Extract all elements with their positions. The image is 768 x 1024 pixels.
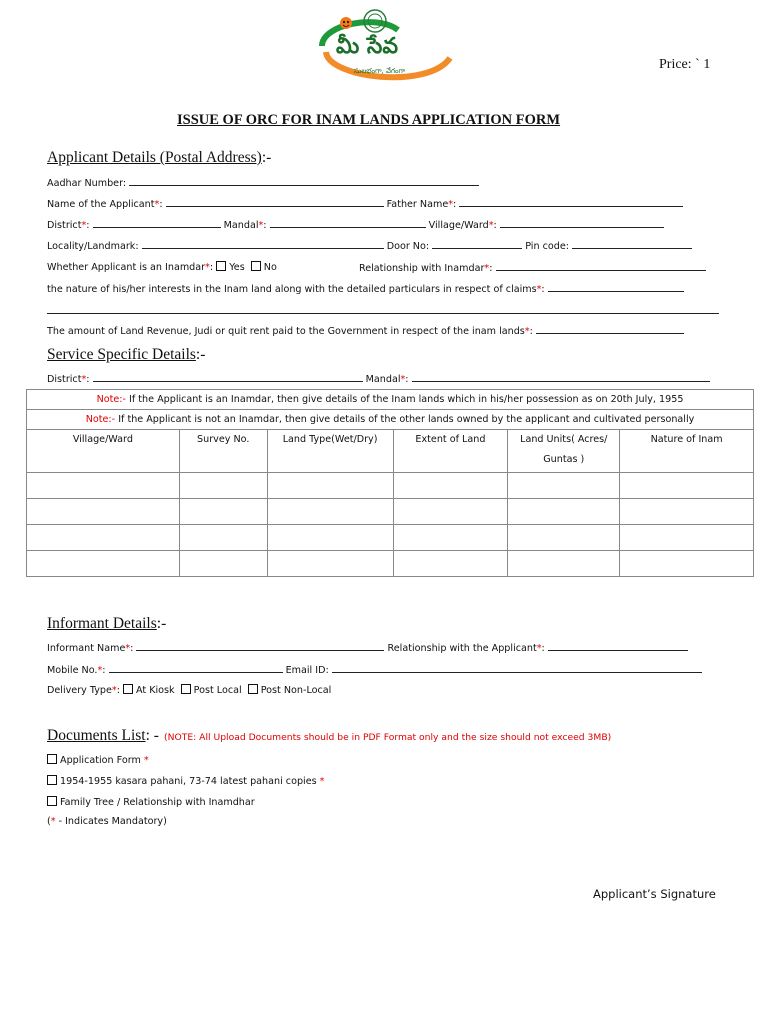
doc-checkbox[interactable] [47,754,57,764]
table-row[interactable] [27,525,754,551]
mobile-field[interactable] [109,663,283,673]
district-row: District*: Mandal*: Village/Ward*: [47,218,664,231]
service-mandal-field[interactable] [412,372,710,382]
interests-field-2[interactable] [47,303,719,314]
delivery-row: Delivery Type*: At Kiosk Post Local Post Non-Local [47,685,332,696]
table-row[interactable] [27,473,754,499]
interests-row: the nature of his/her interests in the Inam land along with the detailed particulars in respect of claims*: [47,282,684,295]
informant-name-field[interactable] [136,641,384,651]
col-survey: Survey No. [179,430,267,473]
post-local-checkbox[interactable] [181,684,191,694]
aadhar-field[interactable] [129,176,479,186]
kiosk-checkbox[interactable] [123,684,133,694]
inamdar-no-checkbox[interactable] [251,261,261,271]
revenue-field[interactable] [536,324,684,334]
service-heading: Service Specific Details:- [47,346,206,363]
interests-field[interactable] [548,282,684,292]
page-title: ISSUE OF ORC FOR INAM LANDS APPLICATION FORM [177,112,561,128]
inamdar-row: Whether Applicant is an Inamdar*: Yes No [47,262,277,273]
table-header [27,430,754,473]
mandatory-legend: (* - Indicates Mandatory) [47,816,167,827]
logo-tagline: సులభంగా, వేగంగా [354,67,406,75]
name-row: Name of the Applicant*: Father Name*: [47,197,683,210]
documents-note: (NOTE: All Upload Documents should be in PDF Format only and the size should not exceed 3MB) [164,732,612,743]
informant-name-row: Informant Name*: Relationship with the Applicant*: [47,641,688,654]
locality-field[interactable] [142,239,384,249]
note-row-non-inamdar: Note:- If the Applicant is not an Inamdar, then give details of the other lands owned by the applicant and cultivated personally [27,410,754,430]
doc-checkbox[interactable] [47,775,57,785]
doc-checkbox[interactable] [47,796,57,806]
door-field[interactable] [432,239,522,249]
post-nonlocal-checkbox[interactable] [248,684,258,694]
service-district-field[interactable] [93,372,363,382]
applicant-heading: Applicant Details (Postal Address):- [47,149,272,166]
locality-row: Locality/Landmark: Door No: Pin code: [47,239,692,252]
documents-heading: Documents List: - (NOTE: All Upload Documents should be in PDF Format only and the size should not exceed 3MB) [47,727,612,744]
relationship-field[interactable] [496,261,706,271]
father-name-field[interactable] [459,197,683,207]
revenue-row: The amount of Land Revenue, Judi or quit rent paid to the Government in respect of the inam lands*: [47,324,684,337]
doc-item-family-tree: Family Tree / Relationship with Inamdhar [47,796,255,808]
col-village: Village/Ward [27,430,180,473]
col-extent: Extent of Land [393,430,508,473]
informant-relationship-field[interactable] [548,641,688,651]
inamdar-yes-checkbox[interactable] [216,261,226,271]
village-field[interactable] [500,218,664,228]
mobile-row: Mobile No.*: Email ID: [47,663,702,676]
informant-heading: Informant Details:- [47,615,167,632]
doc-item-application: Application Form * [47,754,149,766]
table-row[interactable] [27,551,754,577]
doc-item-pahani: 1954-1955 kasara pahani, 73-74 latest pahani copies * [47,775,324,787]
applicant-name-field[interactable] [166,197,384,207]
district-field[interactable] [93,218,221,228]
note-row-inamdar: Note:- If the Applicant is an Inamdar, then give details of the Inam lands which in his/her possession as on 20th July, 1955 [27,390,754,410]
price: Price: ` 1 [659,57,711,72]
col-units: Land Units( Acres/ Guntas ) [508,430,620,473]
table-row[interactable] [27,499,754,525]
relationship-row: Relationship with Inamdar*: [359,261,706,274]
service-district-row: District*: Mandal*: [47,372,710,385]
applicant-signature: Applicant’s Signature [593,887,716,901]
email-field[interactable] [332,663,702,673]
col-nature: Nature of Inam [620,430,754,473]
mandal-field[interactable] [270,218,426,228]
land-details-table [26,389,754,577]
col-land-type: Land Type(Wet/Dry) [267,430,393,473]
aadhar-row: Aadhar Number: [47,176,479,189]
smiley-icon [340,17,352,29]
logo-text: మీ సేవ [336,34,399,59]
pincode-field[interactable] [572,239,692,249]
